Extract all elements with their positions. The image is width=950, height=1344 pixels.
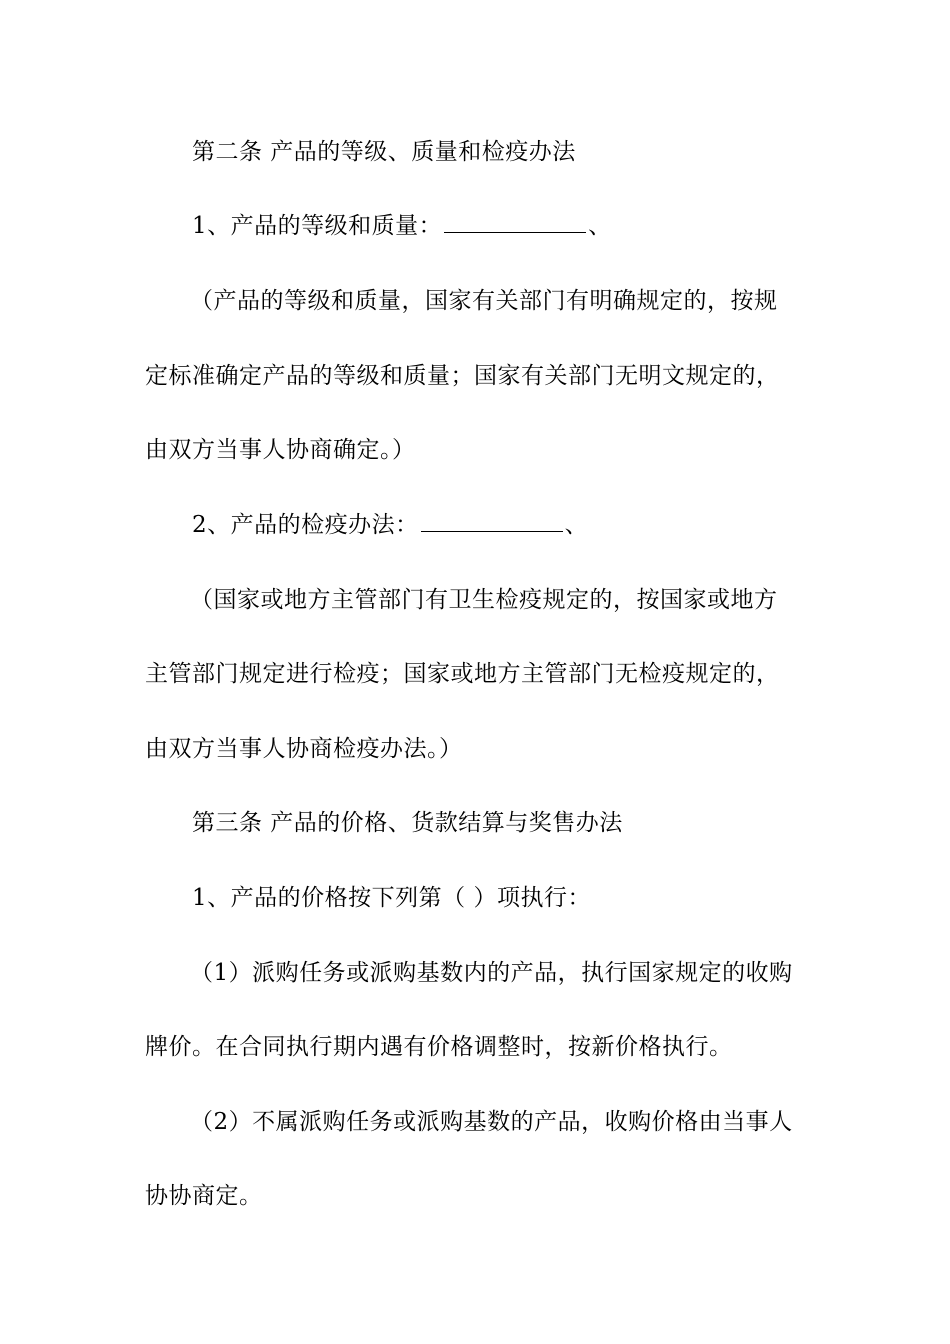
paragraph-4-line-1: （2）不属派购任务或派购基数的产品，收购价格由当事人 <box>190 1109 793 1135</box>
paragraph-2-line-2: 主管部门规定进行检疫；国家或地方主管部门无检疫规定的， <box>145 661 780 687</box>
article-2-heading: 第二条 产品的等级、质量和检疫办法 <box>192 139 576 165</box>
paragraph-3-line-2: 牌价。在合同执行期内遇有价格调整时，按新价格执行。 <box>145 1034 733 1060</box>
quarantine-tail: 、 <box>564 512 589 538</box>
paragraph-4-line-2: 协协商定。 <box>145 1183 263 1209</box>
grade-quality-blank[interactable] <box>444 212 586 233</box>
grade-quality-line <box>192 211 872 241</box>
grade-quality-label: 1、产品的等级和质量： <box>192 213 443 239</box>
paragraph-1-line-2: 定标准确定产品的等级和质量；国家有关部门无明文规定的， <box>145 363 780 389</box>
quarantine-label: 2、产品的检疫办法： <box>192 512 419 538</box>
article-3-heading: 第三条 产品的价格、货款结算与奖售办法 <box>192 810 623 836</box>
quarantine-blank[interactable] <box>421 511 563 532</box>
price-item-1: 1、产品的价格按下列第（ ）项执行： <box>192 885 591 911</box>
paragraph-2-line-1: （国家或地方主管部门有卫生检疫规定的，按国家或地方 <box>190 587 778 613</box>
paragraph-2-line-3: 由双方当事人协商检疫办法。） <box>145 736 463 762</box>
paragraph-1-line-1: （产品的等级和质量，国家有关部门有明确规定的，按规 <box>190 288 778 314</box>
grade-quality-tail: 、 <box>588 213 612 239</box>
paragraph-1-line-3: 由双方当事人协商确定。） <box>145 437 416 463</box>
quarantine-line <box>192 510 872 540</box>
paragraph-3-line-1: （1）派购任务或派购基数内的产品，执行国家规定的收购 <box>190 960 793 986</box>
